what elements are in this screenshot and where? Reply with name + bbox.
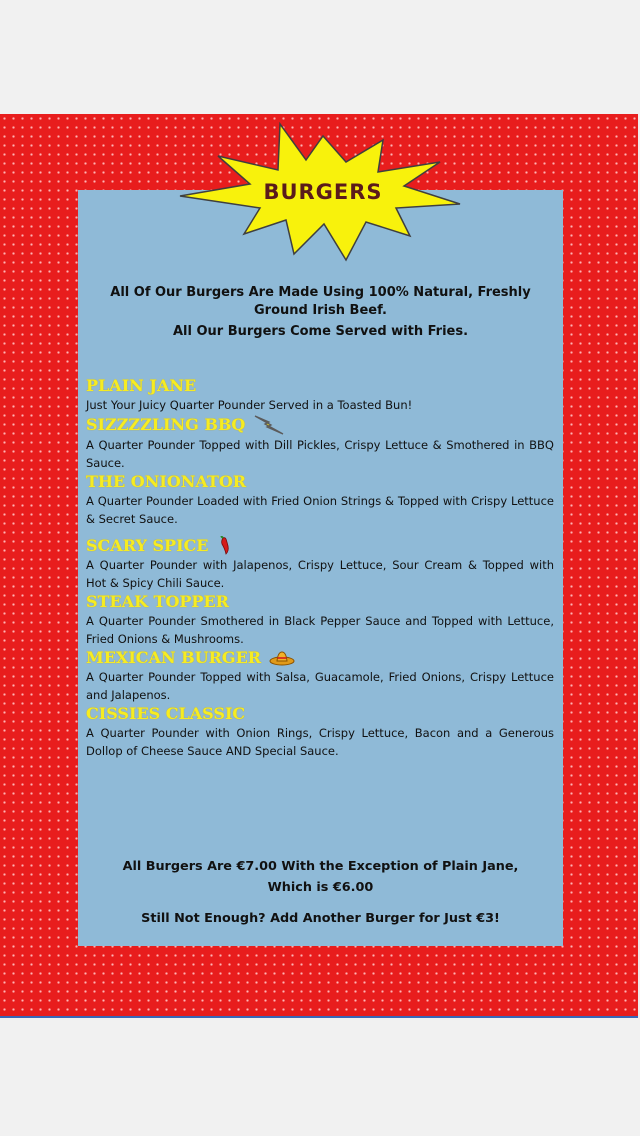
lightning-icon	[253, 414, 287, 436]
item-description: Just Your Juicy Quarter Pounder Served in a Toasted Bun!	[86, 398, 413, 412]
item-name: THE ONIONATOR	[86, 472, 247, 491]
list-item	[86, 414, 554, 472]
item-description: A Quarter Pounder Topped with Dill Pickles, Crispy Lettuce & Smothered in BBQ Sauce.	[86, 438, 554, 470]
intro-text	[78, 284, 563, 341]
list-item	[86, 648, 554, 704]
item-description: A Quarter Pounder Topped with Salsa, Guacamole, Fried Onions, Crispy Lettuce and Jalapenos.	[86, 670, 554, 702]
item-name: STEAK TOPPER	[86, 592, 229, 611]
menu-panel	[78, 190, 563, 946]
divider	[0, 1016, 638, 1018]
list-item	[86, 472, 554, 528]
intro-line-1: All Of Our Burgers Are Made Using 100% Natural, Freshly	[110, 285, 531, 300]
intro-line-3: All Our Burgers Come Served with Fries.	[172, 324, 469, 339]
list-item	[86, 536, 554, 592]
chili-pepper-icon	[217, 536, 233, 556]
pricing-footer	[78, 856, 563, 929]
item-name: MEXICAN BURGER	[86, 648, 554, 668]
menu-poster	[0, 114, 638, 1016]
title-starburst	[178, 112, 468, 268]
pricing-line-2: Which is €6.00	[267, 880, 374, 895]
item-name: SCARY SPICE	[86, 536, 554, 556]
upsell-text: Still Not Enough? Add Another Burger for Just €3!	[141, 911, 500, 926]
item-description: A Quarter Pounder with Jalapenos, Crispy Lettuce, Sour Cream & Topped with Hot & Spicy Chili Sauce.	[86, 558, 554, 590]
page-title: BURGERS	[263, 180, 383, 204]
list-item	[86, 704, 554, 760]
item-description: A Quarter Pounder with Onion Rings, Crispy Lettuce, Bacon and a Generous Dollop of Cheese Sauce AND Special Sauce.	[86, 726, 554, 758]
item-description: A Quarter Pounder Smothered in Black Pepper Sauce and Topped with Lettuce, Fried Onions & Mushrooms.	[86, 614, 554, 646]
list-item	[86, 592, 554, 648]
list-item	[86, 376, 554, 414]
item-name: SIZZZZLING BBQ	[86, 414, 554, 436]
intro-line-2: Ground Irish Beef.	[253, 303, 387, 318]
pricing-line-1: All Burgers Are €7.00 With the Exception of Plain Jane,	[122, 859, 519, 874]
item-description: A Quarter Pounder Loaded with Fried Onion Strings & Topped with Crispy Lettuce & Secret Sauce.	[86, 494, 554, 526]
item-name: PLAIN JANE	[86, 376, 197, 395]
item-name: CISSIES CLASSIC	[86, 704, 246, 723]
burger-list	[86, 376, 554, 760]
sombrero-icon	[269, 649, 295, 667]
